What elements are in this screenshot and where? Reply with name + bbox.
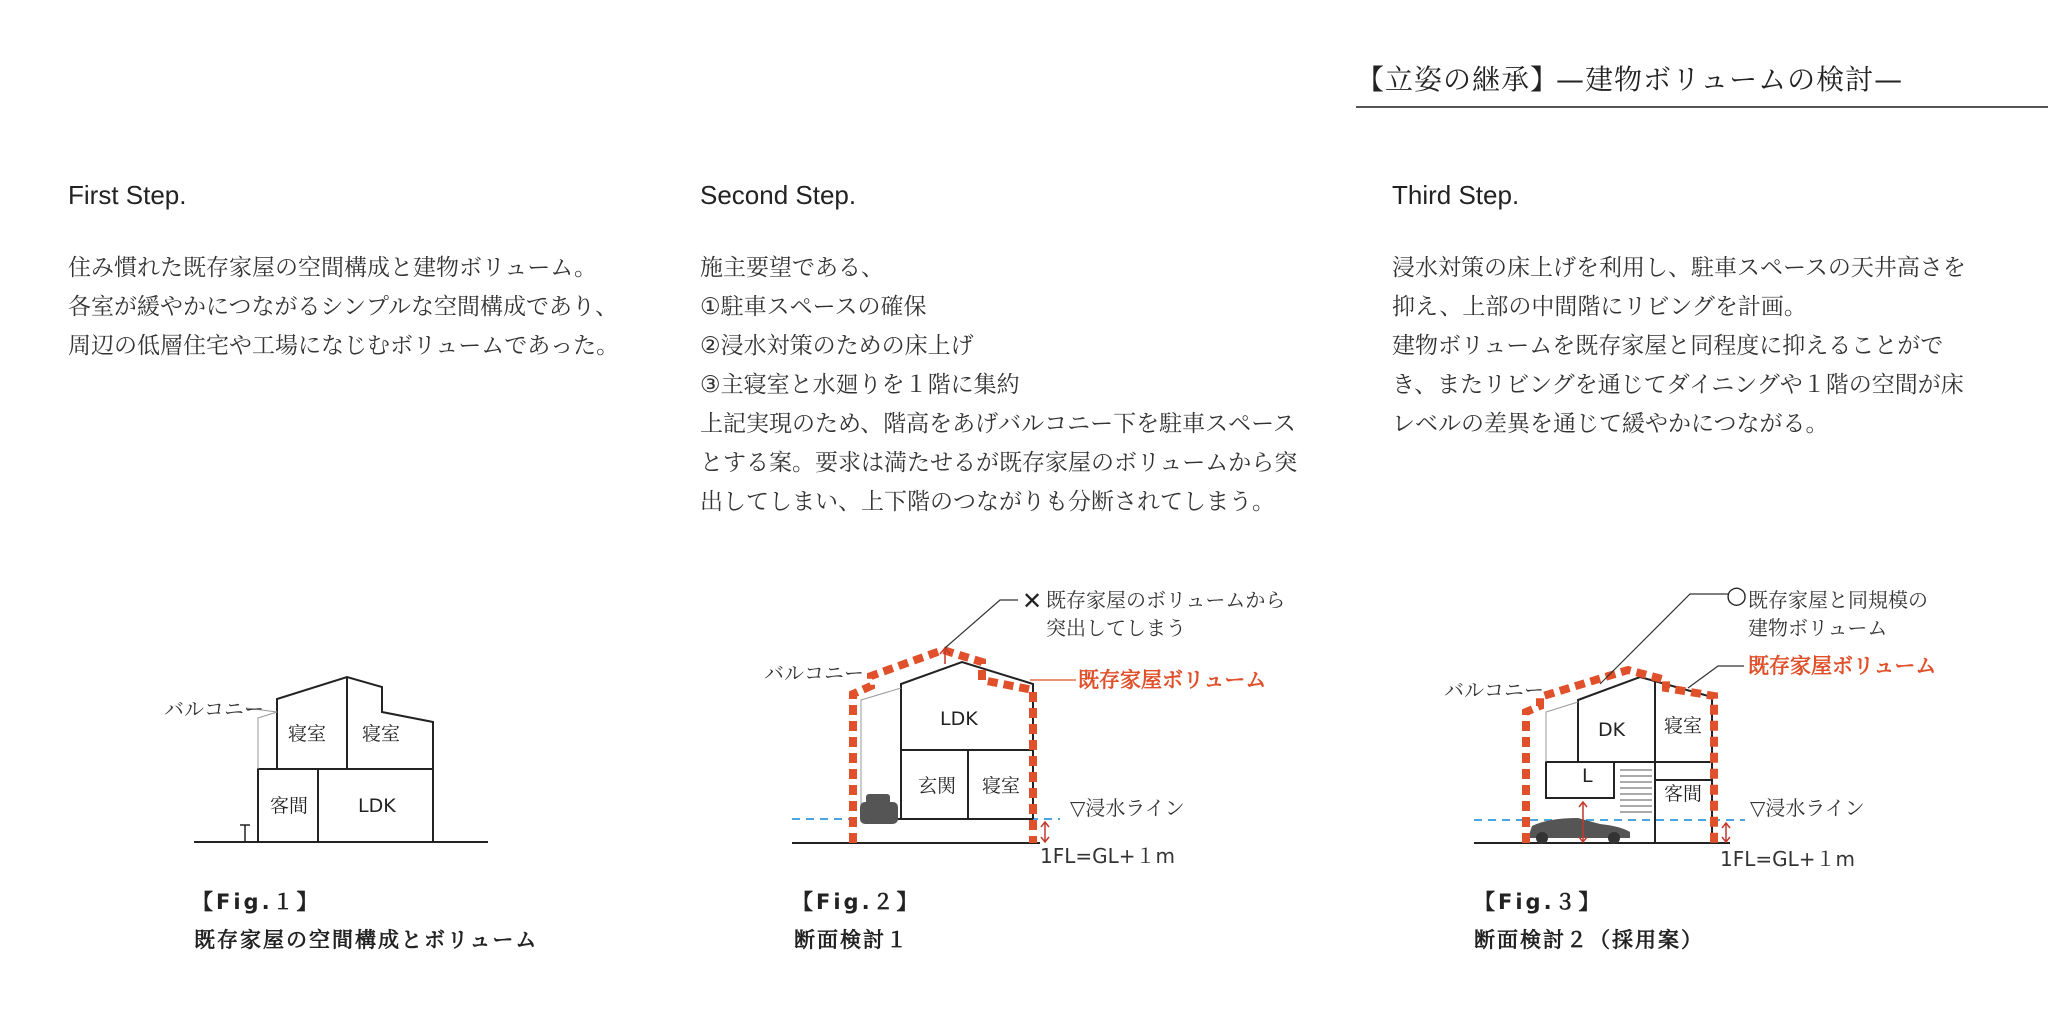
volume-label: 既存家屋ボリューム <box>1078 668 1267 692</box>
house-outline <box>258 677 433 842</box>
step-2-line: とする案。要求は満たせるが既存家屋のボリュームから突 <box>700 450 1298 476</box>
figure-1-diagram <box>150 660 510 860</box>
room-label: 寝室 <box>1664 715 1703 737</box>
room-label: LDK <box>358 795 396 817</box>
room-label: DK <box>1598 719 1626 741</box>
step-2-line: 上記実現のため、階高をあげバルコニー下を駐車スペース <box>700 411 1296 437</box>
step-1-line: 住み慣れた既存家屋の空間構成と建物ボリューム。 <box>68 255 597 281</box>
note-text: 突出してしまう <box>1046 616 1186 640</box>
cross-mark: ✕ <box>1022 587 1043 615</box>
note-text: 既存家屋と同規模の <box>1748 588 1928 612</box>
header-subtitle: —建物ボリュームの検討— <box>1556 63 1904 96</box>
step-3-line: 抑え、上部の中間階にリビングを計画。 <box>1392 294 1807 320</box>
step-3-line: き、またリビングを通じてダイニングや１階の空間が床 <box>1392 372 1964 398</box>
room-label: 玄関 <box>918 775 957 797</box>
header <box>1356 58 2048 108</box>
figure-2-caption: 断面検討１ <box>794 928 909 952</box>
balcony-label: バルコニー <box>1444 678 1544 702</box>
figure-1-label: 【Fig.１】 <box>192 890 321 914</box>
step-3 <box>1392 180 2012 444</box>
room-label: 客間 <box>270 795 309 817</box>
step-1 <box>68 180 668 366</box>
level-label: 1FL=GL+１m <box>1040 844 1176 868</box>
step-3-line: 建物ボリュームを既存家屋と同程度に抑えることがで <box>1392 333 1944 359</box>
figure-3-label: 【Fig.３】 <box>1474 890 1603 914</box>
room-label: 客間 <box>1664 783 1703 805</box>
note-leader <box>1600 594 1728 684</box>
header-title: 【立姿の継承】 <box>1356 63 1560 96</box>
house-outline <box>1578 677 1712 843</box>
step-2-line: ②浸水対策のための床上げ <box>700 333 974 359</box>
balcony-label: バルコニー <box>764 661 864 685</box>
step-1-title: First Step. <box>68 180 187 210</box>
note-leader <box>945 600 1018 648</box>
step-2-line: ③主寝室と水廻りを１階に集約 <box>700 372 1020 398</box>
room-label: 寝室 <box>362 723 401 745</box>
room-label: LDK <box>940 708 978 730</box>
volume-label: 既存家屋ボリューム <box>1748 654 1937 678</box>
step-2-line: 施主要望である、 <box>700 255 884 281</box>
level-marker <box>1041 822 1049 842</box>
room-label: L <box>1582 765 1593 787</box>
flood-label: ▽浸水ライン <box>1070 796 1185 820</box>
room-label: 寝室 <box>982 775 1021 797</box>
room-label: 寝室 <box>288 723 327 745</box>
car-icon <box>860 794 898 824</box>
note-text: 建物ボリューム <box>1748 616 1888 640</box>
entry-icon <box>240 825 250 842</box>
flood-label: ▽浸水ライン <box>1750 796 1865 820</box>
existing-volume-outline <box>1526 670 1714 843</box>
step-3-line: 浸水対策の床上げを利用し、駐車スペースの天井高さを <box>1392 255 1966 281</box>
step-3-line: レベルの差異を通じて緩やかにつながる。 <box>1392 411 1829 437</box>
figure-2-diagram <box>740 580 1300 880</box>
step-1-line: 各室が緩やかにつながるシンプルな空間構成であり、 <box>68 294 619 320</box>
level-label: 1FL=GL+１m <box>1720 847 1856 871</box>
figure-2-label: 【Fig.２】 <box>792 890 921 914</box>
balcony-label: バルコニー <box>164 697 264 721</box>
car-icon <box>1528 818 1630 844</box>
figure-1-caption: 既存家屋の空間構成とボリューム <box>194 928 539 952</box>
note-text: 既存家屋のボリュームから <box>1046 588 1286 612</box>
step-2-title: Second Step. <box>700 180 857 210</box>
step-1-line: 周辺の低層住宅や工場になじむボリュームであった。 <box>68 333 620 359</box>
step-2-line: 出してしまい、上下階のつながりも分断されてしまう。 <box>700 489 1275 515</box>
balcony-line <box>1546 702 1578 762</box>
stairs <box>1620 770 1652 812</box>
step-2-line: ①駐車スペースの確保 <box>700 294 927 320</box>
level-marker <box>1722 823 1730 842</box>
circle-mark: ○ <box>1726 581 1747 609</box>
figure-3-caption: 断面検討２（採用案） <box>1474 928 1704 952</box>
step-2-text <box>700 249 1340 522</box>
step-3-text <box>1392 249 2012 444</box>
step-2 <box>700 180 1340 522</box>
step-3-title: Third Step. <box>1392 180 1520 210</box>
figure-3-diagram <box>1430 580 1990 880</box>
step-1-text <box>68 249 668 366</box>
